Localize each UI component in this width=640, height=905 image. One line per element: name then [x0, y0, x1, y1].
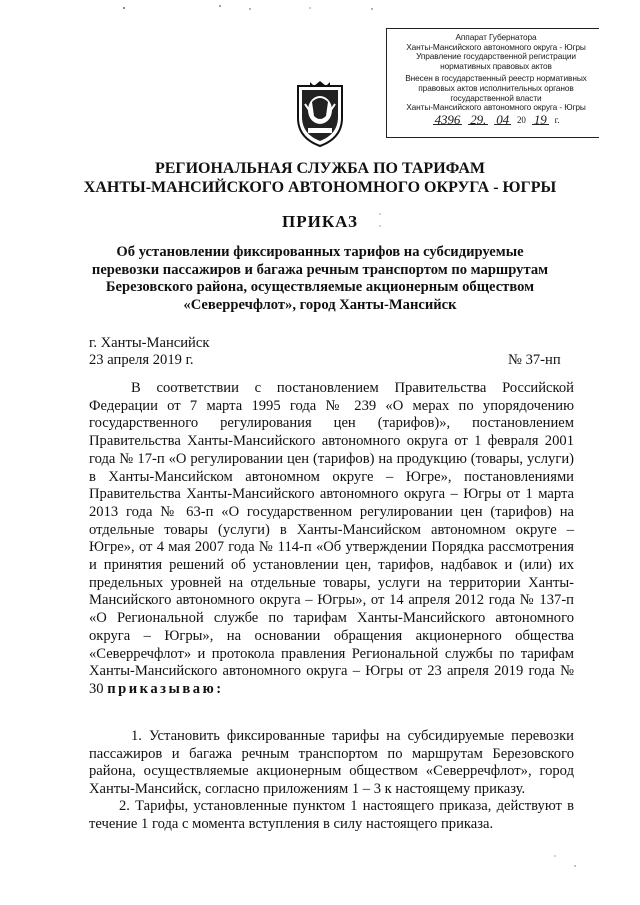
clause-2-paragraph: 2. Тарифы, установленные пунктом 1 настоящего приказа, действуют в течение 1 года с момента вступления в силу настоящего приказа.: [89, 798, 574, 832]
subject-line: Березовского района, осуществляемые акционерным обществом: [105, 279, 535, 295]
preamble-text: В соответствии с постановлением Правительства Российской Федерации от 7 марта 1995 года № 239 «О мерах по упорядочению государственного регулирования цен (тарифов)», постановлением Правительства Ханты-Мансийского автономного округа от 1 февраля 2001 года № 17-п «О регулировании цен (тарифов) на продукцию (товары, услуги) в Ханты-Мансийском автономном округе – Югре», постановлениями Правительства Ханты-Мансийского автономного округа – Югры от 1 марта 2013 года № 63-п «О государственном регулировании цен (тарифов) на отдельные товары (услуги) в Ханты-Мансийском автономном округе – Югре», от 4 мая 2007 года № 114-п «Об утверждении Порядка рассмотрения и принятия решений об установлении цен, тарифов, надбавок и (или) их предельных уровней на отдельные товары, услуги на территории Ханты-Мансийского автономного округа – Югры», от 14 апреля 2012 года № 137-п «О Региональной службе по тарифам Ханты-Мансийского автономного округа – Югры», на основании обращения акционерного общества «Северречфлот» и протокола правления Региональной службы по тарифам Ханты-Мансийского автономного округа – Югры от 23 апреля 2019 года № 30: [89, 380, 574, 697]
stamp-line: государственной власти: [450, 92, 542, 103]
stamp-line: нормативных правовых актов: [440, 60, 552, 71]
document-subject: [74, 244, 566, 314]
stamp-line: правовых актов исполнительных органов: [418, 82, 574, 93]
organization-line: ХАНТЫ-МАНСИЙСКОГО АВТОНОМНОГО ОКРУГА - ЮГРЫ: [83, 179, 557, 196]
registration-month: 04: [496, 111, 509, 127]
registration-number-line: [393, 111, 599, 127]
stamp-line: Ханты-Мансийского автономного округа - Югры: [406, 41, 586, 52]
registration-year-suffix: г.: [554, 114, 560, 125]
registration-day: 29.: [470, 111, 487, 127]
clause-1-paragraph: 1. Установить фиксированные тарифы на субсидируемые перевозки пассажиров и багажа речным транспортом по маршрутам Березовского района, осуществляемые акционерным обществом «Северречфлот», город Ханты-Мансийск, согласно приложениям 1 – 3 к настоящему приказу.: [89, 728, 574, 798]
subject-line: «Северречфлот», город Ханты-Мансийск: [183, 296, 457, 313]
document-city: г. Ханты-Мансийск: [89, 335, 210, 351]
document-type: ПРИКАЗ: [282, 212, 358, 231]
registration-year-prefix: 20: [517, 114, 526, 125]
organization-name: [60, 159, 580, 197]
document-number: № 37-нп: [508, 352, 561, 368]
registration-year: 19: [533, 111, 547, 127]
preamble-paragraph: [89, 380, 574, 699]
registration-stamp: [386, 28, 599, 138]
organization-line: РЕГИОНАЛЬНАЯ СЛУЖБА ПО ТАРИФАМ: [154, 160, 486, 177]
document-date: 23 апреля 2019 г.: [89, 352, 194, 368]
order-keyword: приказываю:: [107, 680, 224, 697]
stamp-line: Ханты-Мансийского автономного округа - Югры: [406, 102, 586, 113]
stamp-line: Аппарат Губернатора: [455, 32, 537, 42]
stamp-line: Внесен в государственный реестр нормативных: [405, 73, 587, 84]
stamp-line: Управление государственной регистрации: [416, 51, 576, 62]
coat-of-arms-icon: [292, 80, 348, 148]
subject-line: перевозки пассажиров и багажа речным транспортом по маршрутам: [91, 261, 549, 278]
registration-number: 4396: [434, 111, 461, 127]
subject-line: Об установлении фиксированных тарифов на субсидируемые: [116, 244, 524, 260]
